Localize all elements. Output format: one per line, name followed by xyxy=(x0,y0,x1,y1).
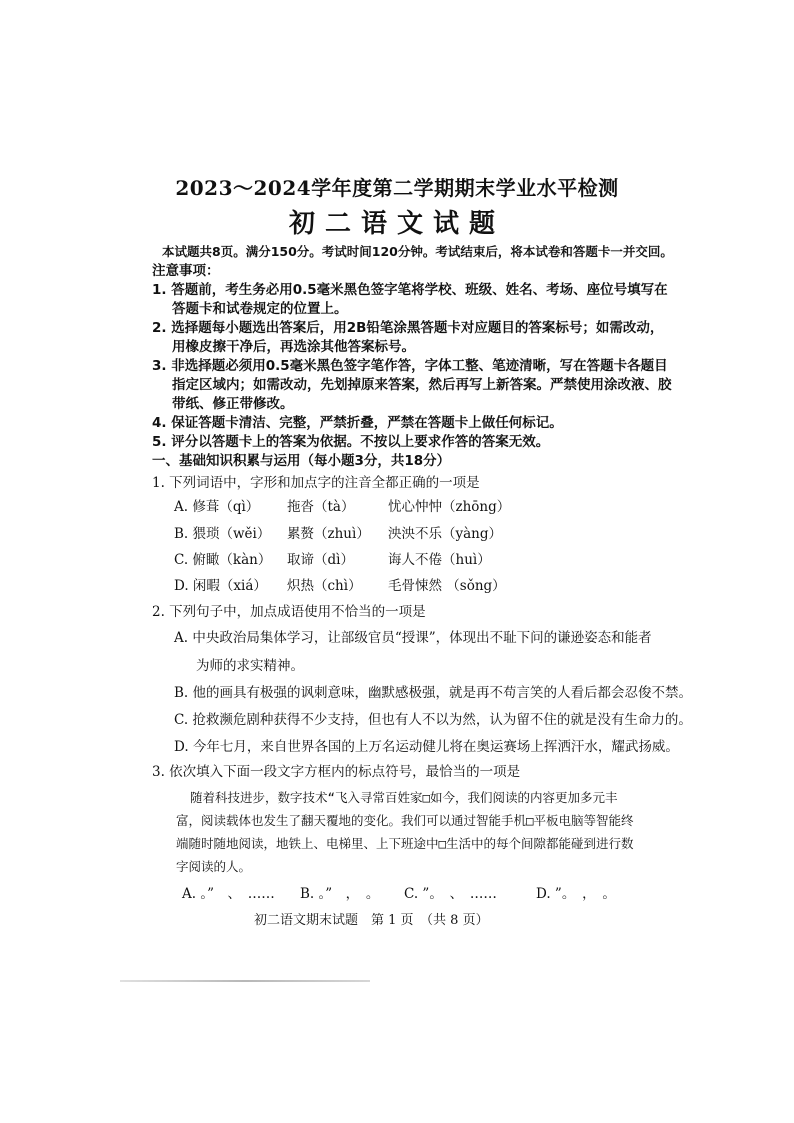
q3-option-b: B. 。” ， 。 xyxy=(300,886,380,902)
page-footer: 初二语文期末试题 第 1 页 （共 8 页） xyxy=(254,913,489,928)
q2-option-a: A. 中央政治局集体学习，让部级官员“授课”，体现出不耻下问的谦逊姿态和能者 xyxy=(174,630,652,646)
q3-option-c: C. ”。 、 …… xyxy=(404,886,497,902)
q1-option-d-word2: 炽热（chì） xyxy=(287,578,362,594)
q2-option-b: B. 他的画具有极强的讽刺意味，幽默感极强，就是再不苟言笑的人看后都会忍俊不禁。 xyxy=(174,685,693,701)
exam-title: 2023～2024学年度第二学期期末学业水平检测 xyxy=(175,176,619,200)
notice-item: 答题卡和试卷规定的位置上。 xyxy=(172,301,348,317)
notice-item: 5. 评分以答题卡上的答案为依据。不按以上要求作答的答案无效。 xyxy=(152,434,550,450)
notice-item: 指定区域内；如需改动，先划掉原来答案，然后再写上新答案。严禁使用涂改液、胶 xyxy=(172,377,672,393)
q1-option-b-word1: B. 猥琐（wěi） xyxy=(174,526,271,542)
section-heading: 一、基础知识积累与运用（每小题3分，共18分） xyxy=(152,453,451,469)
scan-artifact xyxy=(120,980,370,982)
notice-item: 4. 保证答题卡清洁、完整，严禁折叠，严禁在答题卡上做任何标记。 xyxy=(152,415,563,431)
notice-heading: 注意事项： xyxy=(152,263,220,279)
q1-option-b-word3: 泱泱不乐（yàng） xyxy=(388,526,503,542)
notice-item: 带纸、修正带修改。 xyxy=(172,396,294,412)
notice-item: 3. 非选择题必须用0.5毫米黑色签字笔作答，字体工整、笔迹清晰，写在答题卡各题目 xyxy=(152,358,668,374)
q2-option-d: D. 今年七月，来自世界各国的上万名运动健儿将在奥运赛场上挥洒汗水，耀武扬威。 xyxy=(174,739,679,755)
q1-option-d-word1: D. 闲暇（xiá） xyxy=(174,578,267,594)
q1-option-a-word1: A. 修葺（qì） xyxy=(174,499,260,515)
q3-passage-line: 端随时随地阅读，地铁上、电梯里、上下班途中□生活中的每个间隙都能碰到进行数 xyxy=(176,836,634,851)
q1-option-c-word1: C. 俯瞰（kàn） xyxy=(174,552,272,568)
q3-passage-line: 富，阅读载体也发生了翻天覆地的变化。我们可以通过智能手机□平板电脑等智能终 xyxy=(176,813,634,828)
q3-passage-line: 字阅读的人。 xyxy=(176,859,252,874)
q3-option-d: D. ”。 ， 。 xyxy=(536,886,616,902)
question-stem: 2. 下列句子中，加点成语使用不恰当的一项是 xyxy=(152,604,426,620)
question-stem: 3. 依次填入下面一段文字方框内的标点符号，最恰当的一项是 xyxy=(152,764,521,780)
q1-option-a-word2: 拖沓（tà） xyxy=(287,499,355,515)
q2-option-c: C. 抢救濒危剧种获得不少支持，但也有人不以为然，认为留不住的就是没有生命力的。 xyxy=(174,712,692,728)
question-stem: 1. 下列词语中，字形和加点字的注音全都正确的一项是 xyxy=(152,475,480,491)
q1-option-c-word3: 诲人不倦（huì） xyxy=(388,552,491,568)
notice-item: 2. 选择题每小题选出答案后，用2B铅笔涂黑答题卡对应题目的答案标号；如需改动， xyxy=(152,320,664,336)
q1-option-a-word3: 忧心忡忡（zhōng） xyxy=(388,499,511,515)
exam-subject-title: 初二语文试题 xyxy=(288,209,505,239)
q1-option-d-word3: 毛骨悚然 （sǒng） xyxy=(388,578,506,594)
q3-option-a: A. 。” 、 …… xyxy=(182,886,275,902)
notice-item: 用橡皮擦干净后，再选涂其他答案标号。 xyxy=(172,339,415,355)
q1-option-b-word2: 累赘（zhuì） xyxy=(287,526,370,542)
q1-option-c-word2: 取谛（dì） xyxy=(287,552,354,568)
q2-option-a-cont: 为师的求实精神。 xyxy=(196,658,304,674)
notice-item: 1. 答题前，考生务必用0.5毫米黑色签字笔将学校、班级、姓名、考场、座位号填写在 xyxy=(152,282,668,298)
q3-passage-line: 随着科技进步，数字技术“飞入寻常百姓家□如今，我们阅读的内容更加多元丰 xyxy=(190,790,618,805)
exam-intro: 本试题共8页。满分150分。考试时间120分钟。考试结束后，将本试卷和答题卡一并交回。 xyxy=(162,244,673,259)
